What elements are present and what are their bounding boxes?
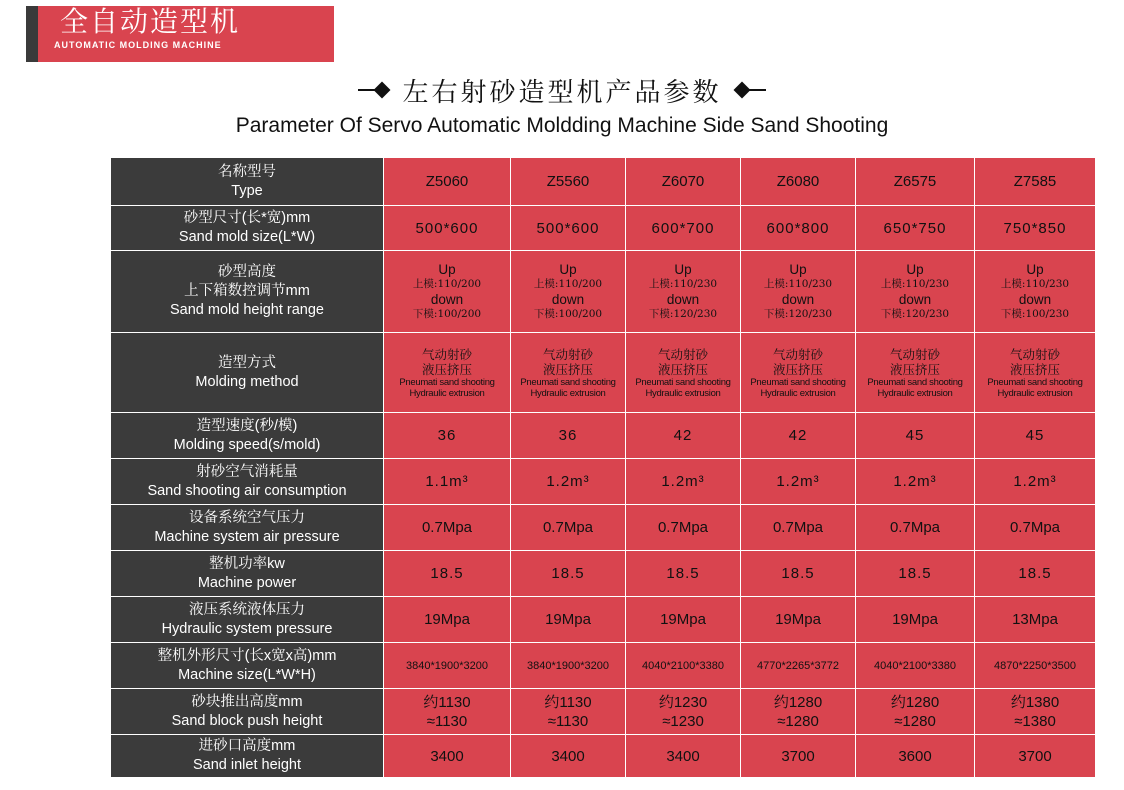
push-height-cell: 约1280 ≈1280	[741, 689, 856, 735]
air-consumption-cell: 1.2m³	[626, 459, 741, 505]
push-height-cell: 约1380 ≈1380	[975, 689, 1096, 735]
machine-size-cell: 3840*1900*3200	[511, 643, 626, 689]
row-method	[111, 333, 1096, 413]
air-pressure-cell: 0.7Mpa	[626, 505, 741, 551]
row-speed	[111, 413, 1096, 459]
hydraulic-cell: 19Mpa	[856, 597, 975, 643]
inlet-height-cell: 3700	[975, 735, 1096, 778]
header-subtitle: AUTOMATIC MOLDING MACHINE	[54, 40, 222, 50]
type-cell: Z6070	[626, 158, 741, 206]
label-air-consumption: 射砂空气消耗量 Sand shooting air consumption	[111, 459, 384, 505]
label-height-range: 砂型高度 上下箱数控调节mm Sand mold height range	[111, 251, 384, 333]
hydraulic-cell: 19Mpa	[741, 597, 856, 643]
air-pressure-cell: 0.7Mpa	[856, 505, 975, 551]
inlet-height-cell: 3700	[741, 735, 856, 778]
label-air-pressure: 设备系统空气压力 Machine system air pressure	[111, 505, 384, 551]
power-cell: 18.5	[511, 551, 626, 597]
method-cell: 气动射砂 液压挤压 Pneumati sand shooting Hydraulic extrusion	[741, 333, 856, 413]
mold-size-cell: 750*850	[975, 206, 1096, 251]
row-machine-size	[111, 643, 1096, 689]
title-row	[0, 72, 1124, 108]
header-title: 全自动造型机	[60, 5, 241, 38]
machine-size-cell: 4870*2250*3500	[975, 643, 1096, 689]
air-pressure-cell: 0.7Mpa	[975, 505, 1096, 551]
label-push-height: 砂块推出高度mm Sand block push height	[111, 689, 384, 735]
speed-cell: 36	[384, 413, 511, 459]
label-method: 造型方式 Molding method	[111, 333, 384, 413]
row-push-height	[111, 689, 1096, 735]
row-height-range	[111, 251, 1096, 333]
height-range-cell: Up 上模:110/230 down 下模:120/230	[626, 251, 741, 333]
air-consumption-cell: 1.2m³	[511, 459, 626, 505]
row-air-consumption	[111, 459, 1096, 505]
method-cell: 气动射砂 液压挤压 Pneumati sand shooting Hydraulic extrusion	[626, 333, 741, 413]
right-diamond-icon	[736, 84, 766, 96]
mold-size-cell: 600*800	[741, 206, 856, 251]
hydraulic-cell: 19Mpa	[511, 597, 626, 643]
machine-size-cell: 4770*2265*3772	[741, 643, 856, 689]
page-title-cn: 左右射砂造型机产品参数	[402, 77, 722, 108]
machine-size-cell: 4040*2100*3380	[856, 643, 975, 689]
push-height-cell: 约1130 ≈1130	[511, 689, 626, 735]
air-pressure-cell: 0.7Mpa	[384, 505, 511, 551]
power-cell: 18.5	[975, 551, 1096, 597]
type-cell: Z7585	[975, 158, 1096, 206]
height-range-cell: Up 上模:110/230 down 下模:120/230	[741, 251, 856, 333]
height-range-cell: Up 上模:110/230 down 下模:100/230	[975, 251, 1096, 333]
push-height-cell: 约1230 ≈1230	[626, 689, 741, 735]
mold-size-cell: 650*750	[856, 206, 975, 251]
row-hydraulic	[111, 597, 1096, 643]
power-cell: 18.5	[626, 551, 741, 597]
type-cell: Z6575	[856, 158, 975, 206]
spec-table	[110, 157, 1096, 778]
label-inlet-height: 进砂口高度mm Sand inlet height	[111, 735, 384, 778]
inlet-height-cell: 3400	[384, 735, 511, 778]
page-title-en: Parameter Of Servo Automatic Moldding Machine Side Sand Shooting	[235, 114, 889, 137]
label-hydraulic: 液压系统液体压力 Hydraulic system pressure	[111, 597, 384, 643]
height-range-cell: Up 上模:110/200 down 下模:100/200	[384, 251, 511, 333]
inlet-height-cell: 3400	[511, 735, 626, 778]
method-cell: 气动射砂 液压挤压 Pneumati sand shooting Hydraulic extrusion	[975, 333, 1096, 413]
speed-cell: 42	[626, 413, 741, 459]
push-height-cell: 约1280 ≈1280	[856, 689, 975, 735]
row-type	[111, 158, 1096, 206]
method-cell: 气动射砂 液压挤压 Pneumati sand shooting Hydraulic extrusion	[384, 333, 511, 413]
type-cell: Z5560	[511, 158, 626, 206]
label-type: 名称型号 Type	[111, 158, 384, 206]
type-cell: Z6080	[741, 158, 856, 206]
speed-cell: 45	[856, 413, 975, 459]
height-range-cell: Up 上模:110/230 down 下模:120/230	[856, 251, 975, 333]
inlet-height-cell: 3400	[626, 735, 741, 778]
row-air-pressure	[111, 505, 1096, 551]
mold-size-cell: 500*600	[511, 206, 626, 251]
machine-size-cell: 4040*2100*3380	[626, 643, 741, 689]
air-consumption-cell: 1.2m³	[856, 459, 975, 505]
mold-size-cell: 600*700	[626, 206, 741, 251]
hydraulic-cell: 13Mpa	[975, 597, 1096, 643]
push-height-cell: 约1130 ≈1130	[384, 689, 511, 735]
left-diamond-icon	[358, 84, 388, 96]
height-range-cell: Up 上模:110/200 down 下模:100/200	[511, 251, 626, 333]
air-consumption-cell: 1.1m³	[384, 459, 511, 505]
power-cell: 18.5	[741, 551, 856, 597]
label-speed: 造型速度(秒/模) Molding speed(s/mold)	[111, 413, 384, 459]
power-cell: 18.5	[384, 551, 511, 597]
power-cell: 18.5	[856, 551, 975, 597]
mold-size-cell: 500*600	[384, 206, 511, 251]
type-cell: Z5060	[384, 158, 511, 206]
label-machine-size: 整机外形尺寸(长x宽x高)mm Machine size(L*W*H)	[111, 643, 384, 689]
speed-cell: 45	[975, 413, 1096, 459]
inlet-height-cell: 3600	[856, 735, 975, 778]
row-mold-size	[111, 206, 1096, 251]
air-pressure-cell: 0.7Mpa	[511, 505, 626, 551]
machine-size-cell: 3840*1900*3200	[384, 643, 511, 689]
speed-cell: 36	[511, 413, 626, 459]
label-power: 整机功率kw Machine power	[111, 551, 384, 597]
hydraulic-cell: 19Mpa	[384, 597, 511, 643]
method-cell: 气动射砂 液压挤压 Pneumati sand shooting Hydraulic extrusion	[511, 333, 626, 413]
method-cell: 气动射砂 液压挤压 Pneumati sand shooting Hydraulic extrusion	[856, 333, 975, 413]
row-inlet-height	[111, 735, 1096, 778]
row-power	[111, 551, 1096, 597]
air-pressure-cell: 0.7Mpa	[741, 505, 856, 551]
label-mold-size: 砂型尺寸(长*宽)mm Sand mold size(L*W)	[111, 206, 384, 251]
hydraulic-cell: 19Mpa	[626, 597, 741, 643]
speed-cell: 42	[741, 413, 856, 459]
air-consumption-cell: 1.2m³	[741, 459, 856, 505]
air-consumption-cell: 1.2m³	[975, 459, 1096, 505]
